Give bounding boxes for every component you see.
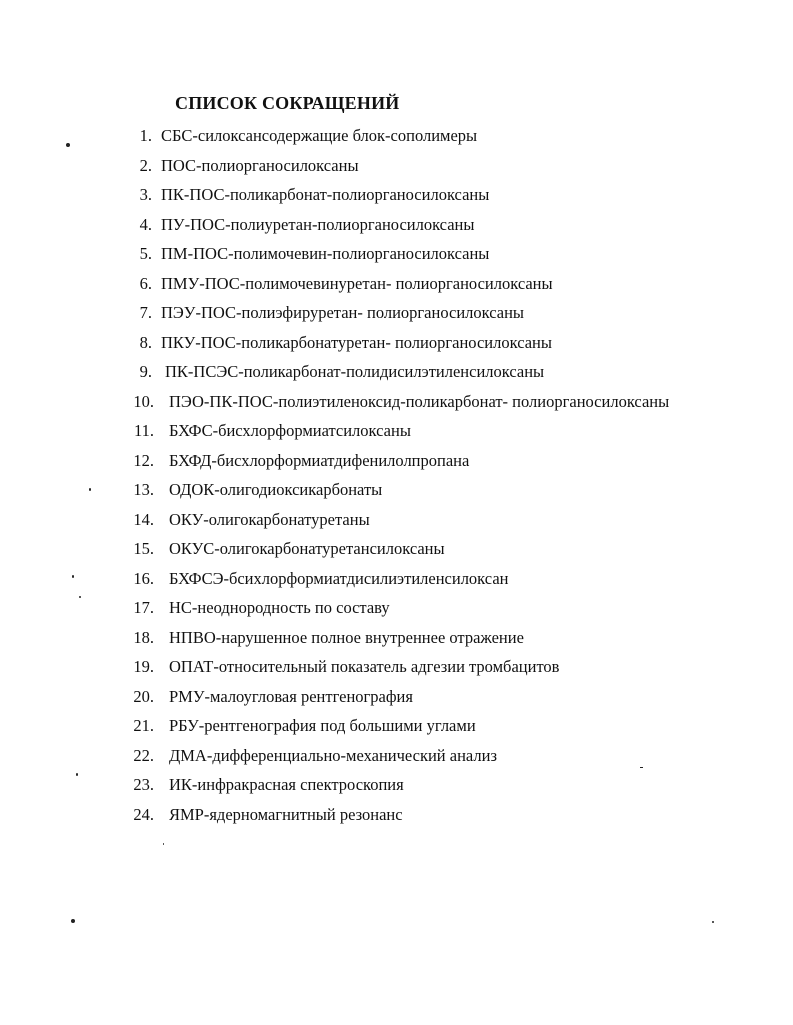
scan-speck: [72, 575, 74, 578]
page-title: СПИСОК СОКРАЩЕНИЙ: [175, 93, 400, 113]
item-text: СБС-силоксансодержащие блок-сополимеры: [161, 126, 478, 145]
item-number: 3.: [139, 185, 152, 204]
item-number: 9.: [139, 362, 152, 381]
item-text: ПМ-ПОС-полимочевин-полиорганосилоксаны: [161, 244, 490, 263]
scan-speck: [71, 919, 75, 923]
item-number: 6.: [139, 273, 152, 293]
scan-speck: [66, 143, 70, 147]
item-number: 18.: [133, 627, 154, 647]
item-number: 16.: [133, 568, 154, 588]
item-number: 5.: [139, 244, 152, 263]
item-text: ПУ-ПОС-полиуретан-полиорганосилоксаны: [161, 214, 475, 234]
scan-speck: [89, 488, 91, 491]
item-number: 14.: [133, 509, 154, 529]
item-text: ПК-ПОС-поликарбонат-полиорганосилоксаны: [161, 185, 490, 204]
item-text: ПОС-полиорганосилоксаны: [161, 155, 359, 175]
item-text: БХФСЭ-бсихлорформиатдисилиэтиленсилоксан: [169, 568, 509, 588]
item-number: 23.: [133, 775, 154, 794]
item-text: РБУ-рентгенография под большими углами: [169, 716, 476, 735]
item-text: ПК-ПСЭС-поликарбонат-полидисилэтиленсилоксаны: [165, 362, 545, 381]
item-text: ОПАТ-относительный показатель адгезии тромбацитов: [169, 657, 560, 676]
item-text: НПВО-нарушенное полное внутреннее отражение: [169, 627, 524, 647]
scan-speck: [712, 921, 714, 923]
item-number: 7.: [139, 303, 152, 322]
item-number: 11.: [133, 421, 154, 440]
item-text: ОДОК-олигодиоксикарбонаты: [169, 480, 383, 499]
item-text: ПКУ-ПОС-поликарбонатуретан- полиорганосилоксаны: [161, 332, 552, 352]
item-text: ПЭО-ПК-ПОС-полиэтиленоксид-поликарбонат- полиорганосилоксаны: [169, 391, 670, 411]
item-text: ПМУ-ПОС-полимочевинуретан- полиорганосилоксаны: [161, 273, 553, 293]
item-number: 22.: [133, 745, 154, 765]
item-number: 19.: [133, 657, 154, 676]
item-number: 8.: [139, 332, 152, 352]
item-number: 15.: [133, 539, 154, 558]
item-number: 17.: [133, 598, 154, 617]
scan-speck: [76, 773, 78, 776]
item-text: ОКУС-олигокарбонатуретансилоксаны: [169, 539, 445, 558]
item-number: 21.: [133, 716, 154, 735]
item-text: БХФД-бисхлорформиатдифенилолпропана: [169, 450, 470, 470]
item-number: 20.: [133, 686, 154, 706]
item-text: БХФС-бисхлорформиатсилоксаны: [169, 421, 411, 440]
item-text: ПЭУ-ПОС-полиэфируретан- полиорганосилоксаны: [161, 303, 525, 322]
item-text: ЯМР-ядерномагнитный резонанс: [169, 804, 403, 824]
item-number: 13.: [133, 480, 154, 499]
scan-speck: [163, 843, 164, 845]
scan-speck: [79, 596, 81, 598]
item-number: 2.: [139, 155, 152, 175]
item-text: ДМА-дифференциально-механический анализ: [169, 745, 497, 765]
item-number: 1.: [139, 126, 152, 145]
item-text: НС-неоднородность по составу: [169, 598, 390, 617]
item-text: ИК-инфракрасная спектроскопия: [169, 775, 404, 794]
item-number: 10.: [133, 391, 154, 411]
scan-speck: [640, 767, 643, 768]
item-number: 12.: [133, 450, 154, 470]
item-text: ОКУ-олигокарбонатуретаны: [169, 509, 370, 529]
item-number: 4.: [139, 214, 152, 234]
item-text: РМУ-малоугловая рентгенография: [169, 686, 413, 706]
item-number: 24.: [133, 804, 154, 824]
